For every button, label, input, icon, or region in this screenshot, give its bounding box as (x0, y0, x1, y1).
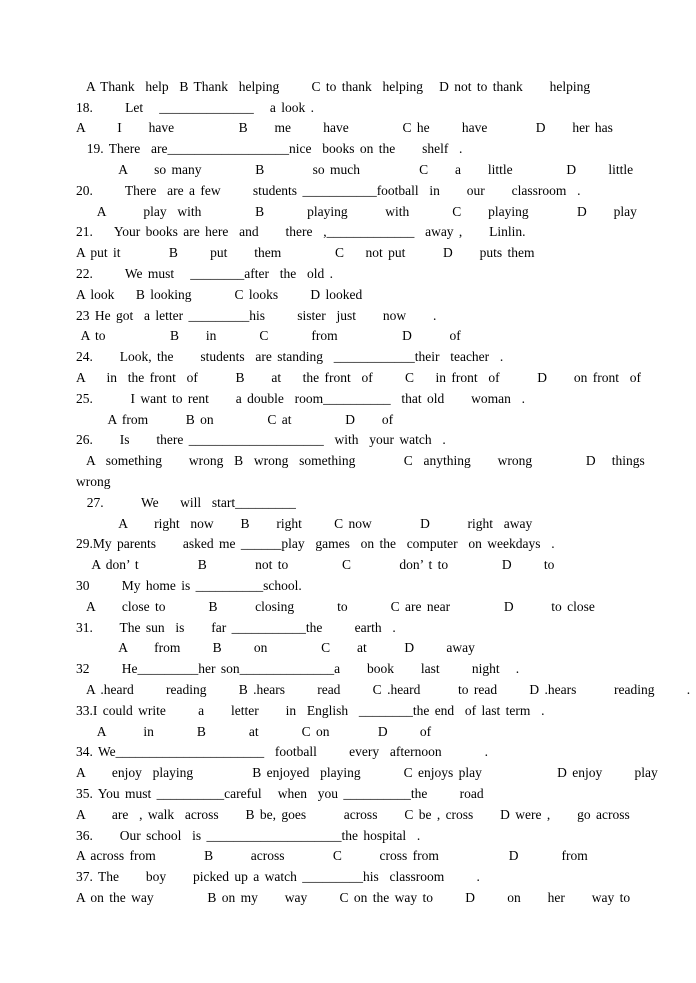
text-line: A .heard reading B .hears read C .heard to read D .hears reading . (76, 682, 691, 697)
text-line: A enjoy playing B enjoyed playing C enjoys play D enjoy play (76, 765, 658, 780)
text-line: A on the way B on my way C on the way to D on her way to (76, 890, 631, 905)
text-line: A from B on C at D of (76, 412, 394, 427)
text-line: 32 He_________her son______________a book last night . (76, 661, 520, 676)
text-line: A look B looking C looks D looked (76, 287, 363, 302)
text-line: 22. We must ________after the old . (76, 266, 334, 281)
text-line: A are , walk across B be, goes across C be , cross D were , go across (76, 807, 630, 822)
text-line: A across from B across C cross from D from (76, 848, 588, 863)
text-line: A right now B right C now D right away (76, 516, 533, 531)
text-line: wrong (76, 474, 111, 489)
text-line: A to B in C from D of (76, 328, 461, 343)
text-line: 37. The boy picked up a watch _________his classroom . (76, 869, 480, 884)
text-line: 20. There are a few students ___________football in our classroom . (76, 183, 581, 198)
text-line: 27. We will start_________ (76, 495, 296, 510)
text-line: A play with B playing with C playing D play (76, 204, 637, 219)
text-line: A in B at C on D of (76, 724, 432, 739)
text-line: 34. We______________________ football every afternoon . (76, 744, 488, 759)
text-line: A Thank help B Thank helping C to thank helping D not to thank helping (76, 79, 591, 94)
text-line: 36. Our school is ____________________the hospital . (76, 828, 421, 843)
text-line: 21. Your books are here and there ,_____________ away , Linlin. (76, 224, 526, 239)
text-line: 30 My home is __________school. (76, 578, 302, 593)
text-line: A put it B put them C not put D puts them (76, 245, 535, 260)
text-line: 26. Is there ____________________ with your watch . (76, 432, 446, 447)
text-line: 29.My parents asked me ______play games on the computer on weekdays . (76, 536, 555, 551)
text-line: A so many B so much C a little D little (76, 162, 634, 177)
text-line: A I have B me have C he have D her has (76, 120, 613, 135)
text-line: 24. Look, the students are standing ____________their teacher . (76, 349, 504, 364)
text-line: A in the front of B at the front of C in front of D on front of (76, 370, 641, 385)
text-line: A from B on C at D away (76, 640, 475, 655)
text-line: 19. There are__________________nice books on the shelf . (76, 141, 463, 156)
text-line: A don’ t B not to C don’ t to D to (76, 557, 555, 572)
text-line: A close to B closing to C are near D to close (76, 599, 595, 614)
text-line: 31. The sun is far ___________the earth . (76, 620, 396, 635)
text-line: 35. You must __________careful when you __________the road (76, 786, 484, 801)
text-line: 25. I want to rent a double room__________ that old woman . (76, 391, 525, 406)
text-line: 23 He got a letter _________his sister just now . (76, 308, 437, 323)
text-line: 18. Let ______________ a look . (76, 100, 314, 115)
text-line: 33.I could write a letter in English ________the end of last term . (76, 703, 545, 718)
text-line: A something wrong B wrong something C anything wrong D things (76, 453, 645, 468)
